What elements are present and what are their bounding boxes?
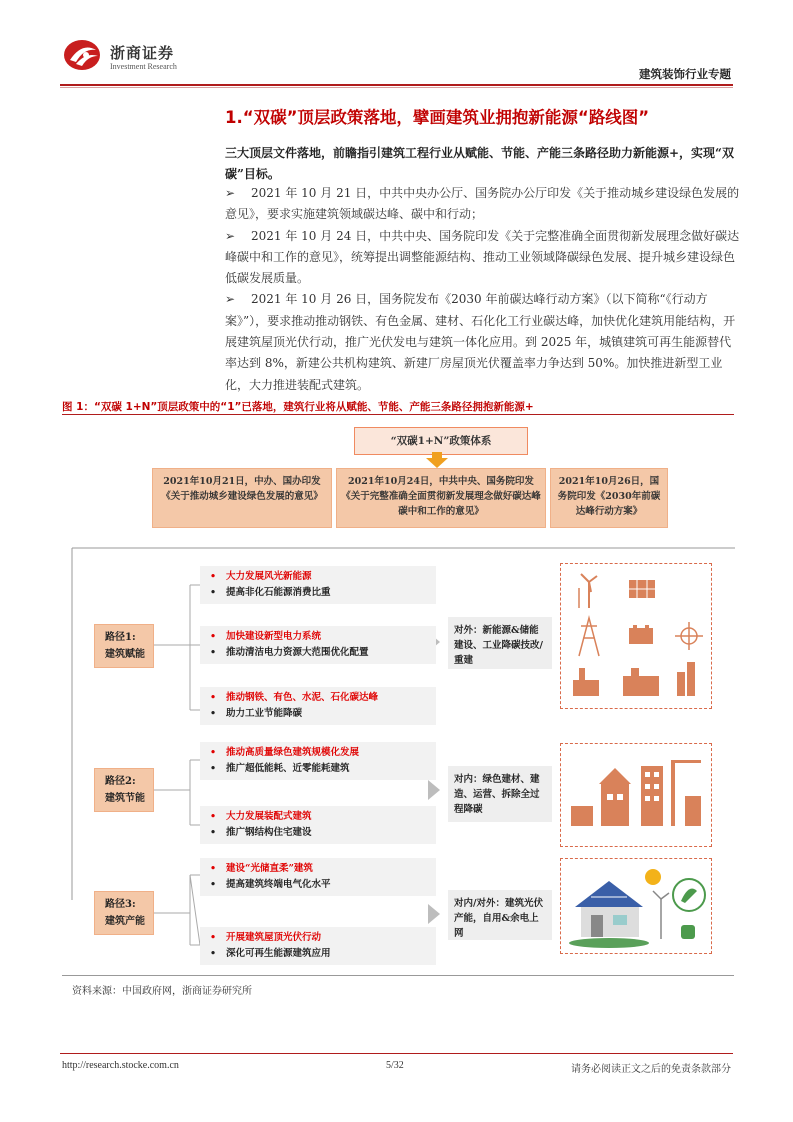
- down-arrow-icon: [426, 452, 448, 468]
- footer-disclaimer: 请务必阅读正文之后的免责条款部分: [571, 1064, 731, 1075]
- bullet-arrow-icon: ➢: [225, 292, 236, 307]
- path-label-line: 路径3:: [105, 899, 136, 910]
- logo-subtext: Investment Research: [110, 62, 177, 71]
- path-label-line: 建筑赋能: [105, 649, 145, 660]
- item-sub: • 推动清洁电力资源大范围优化配置: [210, 645, 436, 661]
- path2-item-2: [200, 806, 436, 844]
- bullet-dot-icon: •: [210, 571, 217, 582]
- logo-icon: [62, 38, 106, 72]
- house-icon: [601, 784, 629, 826]
- policy-doc-2: 2021年10月24日，中共中央、国务院印发《关于完整准确全面贯彻新发展理念做好碳达峰碳中和工作的意见》: [336, 468, 546, 528]
- header-divider-thin: [60, 87, 733, 88]
- item-head: • 大力发展装配式建筑: [210, 809, 436, 825]
- logo-text: 浙商证券: [110, 44, 175, 62]
- energy-icons-illustration: [561, 564, 711, 708]
- bullet-text: 2021 年 10 月 21 日，中共中央办公厅、国务院办公厅印发《关于推动城乡建设绿色发展的意见》，要求实施建筑领域碳达峰、碳中和行动；: [225, 186, 740, 222]
- page-number: 5/32: [386, 1060, 404, 1071]
- power-grid-icon: [675, 622, 703, 650]
- lead-paragraph: 三大顶层文件落地，前瞻指引建筑工程行业从赋能、节能、产能三条路径助力新能源+，实现“双碳”目标。: [225, 146, 734, 181]
- item-head: • 推动钢铁、有色、水泥、石化碳达峰: [210, 690, 436, 706]
- path-label-line: 路径1:: [105, 632, 136, 643]
- path3-item-1: [200, 858, 436, 896]
- bullet-item: [225, 226, 743, 290]
- bullet-text: 2021 年 10 月 24 日，中共中央、国务院印发《关于完整准确全面贯彻新发展理念做好碳达峰碳中和工作的意见》，统筹提出调整能源结构、推动工业领域降碳绿色发展、提升城乡建设绿色低碳发展质量。: [225, 228, 740, 286]
- solar-panel-icon: [629, 580, 655, 598]
- green-building-badge-icon: [673, 879, 705, 911]
- item-sub: • 深化可再生能源建筑应用: [210, 946, 436, 962]
- power-pylon-icon: [579, 618, 599, 656]
- figure-source: 资料来源：中国政府网，浙商证券研究所: [72, 986, 252, 997]
- wind-turbine-icon: [653, 891, 669, 939]
- path1-item-1: [200, 566, 436, 604]
- brick-icon: [571, 806, 593, 826]
- bullet-item: [225, 183, 743, 226]
- item-sub: • 推广钢结构住宅建设: [210, 825, 436, 841]
- crane-icon: [671, 760, 675, 826]
- path1-item-3: [200, 687, 436, 725]
- bullet-dot-icon: •: [210, 948, 217, 959]
- bullet-list: [225, 183, 743, 396]
- bullet-text: 2021 年 10 月 26 日，国务院发布《2030 年前碳达峰行动方案》（以下简称“《行动方案》”），要求推动推动钢铁、有色金属、建材、石化化工行业碳达峰，加快优化建筑用能结构，开展建筑屋顶光伏行动，推广光伏发电与建筑一体化应用。到 2025 年，城镇建筑可再生能源替代率达到 8%，新建公共机构建筑、新建厂房屋顶光伏覆盖率力争达到 50%。加快推进新型工业化，大力推进装配式建筑。: [225, 292, 736, 392]
- wind-turbine-icon: [579, 574, 597, 608]
- item-sub: • 提高非化石能源消费比重: [210, 585, 436, 601]
- section-title: 1.“双碳”顶层政策落地，擘画建筑业拥抱新能源“路线图”: [225, 108, 650, 127]
- path-label-1: [94, 624, 154, 668]
- footer-divider: [60, 1053, 733, 1054]
- item-head: • 建设“光储直柔”建筑: [210, 861, 436, 877]
- item-head: • 推动高质量绿色建筑规模化发展: [210, 745, 436, 761]
- item-head: • 加快建设新型电力系统: [210, 629, 436, 645]
- bullet-dot-icon: •: [210, 811, 217, 822]
- building-icons-illustration: [561, 744, 711, 846]
- battery-icon: [629, 625, 653, 644]
- bullet-dot-icon: •: [210, 932, 217, 943]
- figure-caption: 图 1：“双碳 1+N”顶层政策中的“1”已落地，建筑行业将从赋能、节能、产能三条路径拥抱新能源+: [62, 401, 534, 413]
- solar-house-illustration: [561, 859, 711, 953]
- header-divider: [60, 84, 733, 86]
- report-type: 建筑装饰行业专题: [639, 67, 731, 81]
- path-label-line: 路径2:: [105, 776, 136, 787]
- path3-result: 对内/对外：建筑光伏产能，自用&余电上网: [448, 890, 552, 940]
- path-label-line: 建筑节能: [105, 793, 145, 804]
- sun-icon: [645, 869, 661, 885]
- policy-doc-1: 2021年10月21日，中办、国办印发《关于推动城乡建设绿色发展的意见》: [152, 468, 332, 528]
- bullet-dot-icon: •: [210, 647, 217, 658]
- path-label-3: [94, 891, 154, 935]
- path3-item-2: [200, 927, 436, 965]
- factory-icon: [573, 662, 695, 696]
- bullet-dot-icon: •: [210, 747, 217, 758]
- path-label-2: [94, 768, 154, 812]
- bullet-dot-icon: •: [210, 827, 217, 838]
- bullet-dot-icon: •: [210, 863, 217, 874]
- item-sub: • 助力工业节能降碳: [210, 706, 436, 722]
- bullet-dot-icon: •: [210, 587, 217, 598]
- bullet-dot-icon: •: [210, 763, 217, 774]
- figure-bottom-rule: [62, 975, 734, 976]
- path2-item-1: [200, 742, 436, 780]
- bullet-dot-icon: •: [210, 631, 217, 642]
- path2-illustration: [560, 743, 712, 847]
- bullet-dot-icon: •: [210, 708, 217, 719]
- plug-icon: [681, 925, 695, 939]
- bullet-item: [225, 289, 743, 395]
- policy-system-title: “双碳1+N”政策体系: [354, 427, 528, 455]
- path1-illustration: [560, 563, 712, 709]
- bullet-arrow-icon: ➢: [225, 186, 236, 200]
- figure-top-rule: [62, 414, 734, 415]
- tower-icon: [641, 766, 663, 826]
- footer-url[interactable]: http://research.stocke.com.cn: [62, 1060, 179, 1071]
- item-head: • 开展建筑屋顶光伏行动: [210, 930, 436, 946]
- bullet-dot-icon: •: [210, 879, 217, 890]
- path1-result: 对外：新能源&储能建设、工业降碳技改/重建: [448, 617, 552, 669]
- bullet-arrow-icon: ➢: [225, 228, 236, 243]
- path-label-line: 建筑产能: [105, 916, 145, 927]
- path1-item-2: [200, 626, 436, 664]
- item-sub: • 提高建筑终端电气化水平: [210, 877, 436, 893]
- item-head: • 大力发展风光新能源: [210, 569, 436, 585]
- item-sub: • 推广超低能耗、近零能耗建筑: [210, 761, 436, 777]
- bullet-dot-icon: •: [210, 692, 217, 703]
- policy-doc-3: 2021年10月26日，国务院印发《2030年前碳达峰行动方案》: [550, 468, 668, 528]
- solar-house-icon: [575, 881, 643, 937]
- path3-illustration: [560, 858, 712, 954]
- path2-result: 对内：绿色建材、建造、运营、拆除全过程降碳: [448, 766, 552, 822]
